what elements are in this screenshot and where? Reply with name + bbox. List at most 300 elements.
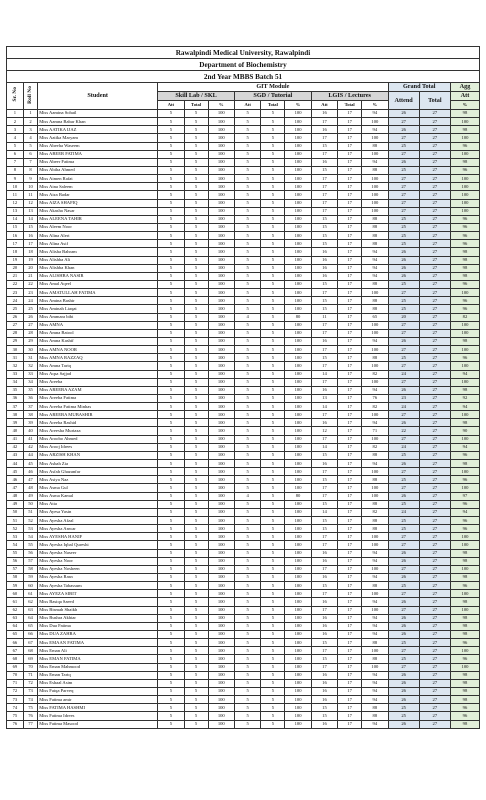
- sgd-att-cell: 5: [234, 166, 260, 174]
- grand-attend-cell: 23: [388, 394, 419, 402]
- agg-att-header: Att: [450, 92, 479, 101]
- lgis-att-cell: 16: [311, 720, 337, 728]
- lgis-pct-cell: 94: [362, 248, 388, 256]
- sgd-total-cell: 5: [261, 655, 285, 663]
- grand-total-cell: 27: [419, 720, 450, 728]
- agg-pct-cell: 96: [450, 500, 479, 508]
- lgis-att-cell: 15: [311, 639, 337, 647]
- grand-total-cell: 27: [419, 541, 450, 549]
- skl-att-cell: 5: [158, 166, 184, 174]
- grand-total-cell: 27: [419, 134, 450, 142]
- sgd-total-cell: 5: [261, 354, 285, 362]
- skl-pct-cell: 100: [208, 354, 234, 362]
- skl-total-cell: 5: [184, 272, 208, 280]
- roll-no-cell: 55: [23, 541, 37, 549]
- agg-pct-cell: 100: [450, 362, 479, 370]
- student-name-cell: Miss ALISHBA NASIR: [38, 272, 158, 280]
- skl-total-cell: 5: [184, 248, 208, 256]
- sgd-total-cell: 5: [261, 337, 285, 345]
- sgd-pct-cell: 100: [285, 215, 311, 223]
- student-name-cell: Miss Dua Fatima: [38, 622, 158, 630]
- lgis-total-cell: 17: [338, 443, 362, 451]
- lgis-total-cell: 17: [338, 679, 362, 687]
- sgd-pct-cell: 100: [285, 297, 311, 305]
- attendance-rows: [7, 110, 480, 729]
- sr-no-cell: 28: [7, 329, 24, 337]
- agg-pct-cell: 100: [450, 378, 479, 386]
- lgis-pct-cell: 94: [362, 460, 388, 468]
- grand-total-cell: 27: [419, 199, 450, 207]
- student-name-cell: Miss Amal Aqeel: [38, 280, 158, 288]
- grand-total-cell: 27: [419, 647, 450, 655]
- lgis-att-cell: 15: [311, 476, 337, 484]
- agg-pct-cell: 98: [450, 622, 479, 630]
- grand-attend-cell: 27: [388, 533, 419, 541]
- sr-no-cell: 63: [7, 614, 24, 622]
- sgd-total-cell: 5: [261, 419, 285, 427]
- grand-attend-cell: 27: [388, 541, 419, 549]
- sgd-pct-cell: 80: [285, 492, 311, 500]
- table-row: [7, 240, 480, 248]
- lgis-pct-cell: 88: [362, 582, 388, 590]
- lgis-att-cell: 17: [311, 183, 337, 191]
- grand-attend-cell: 24: [388, 370, 419, 378]
- lgis-pct-cell: 100: [362, 647, 388, 655]
- student-name-cell: Miss Alishba Ali: [38, 256, 158, 264]
- sgd-total-cell: 5: [261, 248, 285, 256]
- lgis-total-cell: 17: [338, 598, 362, 606]
- skl-att-cell: 5: [158, 476, 184, 484]
- lgis-att-cell: 17: [311, 590, 337, 598]
- student-name-cell: Miss Aminah Liaqat: [38, 305, 158, 313]
- student-name-cell: Miss Bismah Shaikh: [38, 606, 158, 614]
- attendance-table: [6, 46, 480, 729]
- sr-no-cell: 73: [7, 696, 24, 704]
- skl-pct-cell: 100: [208, 468, 234, 476]
- student-name-cell: Miss AREEBA AZAM: [38, 386, 158, 394]
- skl-pct-cell: 100: [208, 582, 234, 590]
- skl-pct-cell: 100: [208, 183, 234, 191]
- sgd-pct-cell: 100: [285, 598, 311, 606]
- lgis-pct-cell: 94: [362, 622, 388, 630]
- grand-total-cell: 27: [419, 663, 450, 671]
- sr-no-cell: 69: [7, 663, 24, 671]
- skl-att-cell: 5: [158, 411, 184, 419]
- student-name-cell: Miss AMNA: [38, 321, 158, 329]
- grand-attend-cell: 26: [388, 557, 419, 565]
- lgis-pct-cell: 100: [362, 289, 388, 297]
- lgis-total-cell: 17: [338, 321, 362, 329]
- sgd-att-cell: 5: [234, 557, 260, 565]
- lgis-att-cell: 17: [311, 118, 337, 126]
- sgd-pct-cell: 100: [285, 549, 311, 557]
- agg-pct-cell: 94: [450, 508, 479, 516]
- lgis-total-cell: 17: [338, 386, 362, 394]
- sr-no-cell: 3: [7, 126, 24, 134]
- sgd-pct-cell: 100: [285, 663, 311, 671]
- grand-attend-cell: 22: [388, 427, 419, 435]
- grand-attend-cell: 25: [388, 500, 419, 508]
- sr-no-cell: 27: [7, 321, 24, 329]
- sgd-pct-cell: 100: [285, 305, 311, 313]
- sgd-pct-cell: 100: [285, 126, 311, 134]
- grand-total-cell: 27: [419, 337, 450, 345]
- lgis-pct-cell: 100: [362, 411, 388, 419]
- skl-pct-cell: 100: [208, 704, 234, 712]
- skl-total-cell: 5: [184, 305, 208, 313]
- table-row: [7, 183, 480, 191]
- grand-total-cell: 27: [419, 712, 450, 720]
- table-row: [7, 264, 480, 272]
- sgd-total-cell: 5: [261, 403, 285, 411]
- lgis-att-cell: 16: [311, 598, 337, 606]
- sgd-total-cell: 5: [261, 590, 285, 598]
- skl-pct-cell: 100: [208, 264, 234, 272]
- skl-total-cell: 5: [184, 199, 208, 207]
- sgd-total-cell: 5: [261, 362, 285, 370]
- student-name-cell: Miss Alina Asif: [38, 240, 158, 248]
- lgis-att-cell: 17: [311, 199, 337, 207]
- sgd-total-cell: 5: [261, 232, 285, 240]
- grand-total-cell: 27: [419, 183, 450, 191]
- skl-pct-cell: 100: [208, 451, 234, 459]
- sgd-att-cell: 5: [234, 435, 260, 443]
- grand-attend-cell: 27: [388, 183, 419, 191]
- roll-no-cell: 45: [23, 460, 37, 468]
- sgd-att-cell: 5: [234, 394, 260, 402]
- batch-title: 2nd Year MBBS Batch 51: [7, 71, 480, 83]
- roll-no-cell: 28: [23, 329, 37, 337]
- agg-pct-cell: 100: [450, 590, 479, 598]
- sgd-total-cell: 5: [261, 525, 285, 533]
- sgd-pct-cell: 100: [285, 175, 311, 183]
- sgd-total-cell: 5: [261, 476, 285, 484]
- sgd-pct-cell: 100: [285, 484, 311, 492]
- skl-pct-cell: 100: [208, 158, 234, 166]
- skl-total-cell: 5: [184, 158, 208, 166]
- lgis-total-cell: 17: [338, 191, 362, 199]
- sr-no-cell: 53: [7, 533, 24, 541]
- roll-no-cell: 11: [23, 191, 37, 199]
- lgis-pct-cell: 100: [362, 175, 388, 183]
- sr-no-cell: 58: [7, 574, 24, 582]
- student-name-cell: Miss Eman Ali: [38, 647, 158, 655]
- roll-no-header: Roll No: [23, 83, 37, 110]
- skl-total-cell: 5: [184, 508, 208, 516]
- agg-pct-cell: 100: [450, 134, 479, 142]
- sgd-att-cell: 5: [234, 378, 260, 386]
- sr-no-cell: 46: [7, 476, 24, 484]
- lgis-att-cell: 16: [311, 126, 337, 134]
- sgd-att-cell: 5: [234, 280, 260, 288]
- student-name-cell: Miss AYEZA SIBIT: [38, 590, 158, 598]
- lgis-att-cell: 16: [311, 671, 337, 679]
- table-row: [7, 598, 480, 606]
- roll-no-cell: 67: [23, 639, 37, 647]
- sgd-att-cell: 5: [234, 370, 260, 378]
- skl-pct-cell: 100: [208, 460, 234, 468]
- roll-no-cell: 16: [23, 232, 37, 240]
- grand-attend-cell: 26: [388, 549, 419, 557]
- lgis-att-cell: 17: [311, 647, 337, 655]
- lgis-pct-cell: 100: [362, 492, 388, 500]
- roll-no-cell: 3: [23, 126, 37, 134]
- roll-no-cell: 47: [23, 476, 37, 484]
- agg-pct-cell: 98: [450, 598, 479, 606]
- grand-total-cell: 27: [419, 321, 450, 329]
- agg-pct-cell: 100: [450, 663, 479, 671]
- lgis-pct-cell: 94: [362, 720, 388, 728]
- table-row: [7, 687, 480, 695]
- grand-attend-cell: 25: [388, 582, 419, 590]
- grand-total-cell: 27: [419, 557, 450, 565]
- sgd-pct-cell: 100: [285, 403, 311, 411]
- roll-no-cell: 76: [23, 712, 37, 720]
- sgd-pct-cell: 100: [285, 533, 311, 541]
- lgis-att-cell: 11: [311, 313, 337, 321]
- agg-pct-cell: 98: [450, 696, 479, 704]
- sgd-att-cell: 5: [234, 500, 260, 508]
- sgd-att-cell: 5: [234, 468, 260, 476]
- sr-no-cell: 10: [7, 183, 24, 191]
- table-row: [7, 126, 480, 134]
- lgis-total-cell: 17: [338, 264, 362, 272]
- grand-attend-cell: 25: [388, 223, 419, 231]
- roll-no-cell: 68: [23, 647, 37, 655]
- grand-total-cell: 27: [419, 232, 450, 240]
- roll-no-cell: 36: [23, 394, 37, 402]
- sgd-att-cell: 5: [234, 289, 260, 297]
- sgd-total-cell: 5: [261, 500, 285, 508]
- skl-total-cell: 5: [184, 386, 208, 394]
- roll-no-cell: 33: [23, 370, 37, 378]
- skl-att-cell: 5: [158, 704, 184, 712]
- skl-total-cell: 5: [184, 264, 208, 272]
- sgd-att-cell: 5: [234, 337, 260, 345]
- table-row: [7, 110, 480, 118]
- skl-pct-cell: 100: [208, 663, 234, 671]
- skl-pct-cell: 100: [208, 679, 234, 687]
- table-row: [7, 150, 480, 158]
- lgis-total-cell: 17: [338, 142, 362, 150]
- grand-attend-cell: 26: [388, 671, 419, 679]
- lgis-total-cell: 17: [338, 565, 362, 573]
- agg-pct-cell: 96: [450, 476, 479, 484]
- skl-total-cell: 5: [184, 663, 208, 671]
- skl-att-cell: 5: [158, 207, 184, 215]
- agg-pct-cell: 100: [450, 435, 479, 443]
- agg-pct-cell: 96: [450, 354, 479, 362]
- sr-no-cell: 47: [7, 484, 24, 492]
- grand-total-cell: 27: [419, 362, 450, 370]
- skl-total-cell: 5: [184, 704, 208, 712]
- lgis-total-cell: 17: [338, 639, 362, 647]
- sgd-pct-cell: 100: [285, 696, 311, 704]
- skl-pct-cell: 100: [208, 639, 234, 647]
- sgd-pct-cell: 100: [285, 354, 311, 362]
- skl-att-cell: 5: [158, 557, 184, 565]
- sgd-pct-cell: 100: [285, 631, 311, 639]
- agg-pct-cell: 100: [450, 329, 479, 337]
- skl-pct-cell: 100: [208, 712, 234, 720]
- roll-no-cell: 20: [23, 264, 37, 272]
- sgd-pct-header: %: [285, 101, 311, 110]
- grand-attend-cell: 20: [388, 313, 419, 321]
- grand-total-cell: 27: [419, 671, 450, 679]
- sr-no-cell: 71: [7, 679, 24, 687]
- table-row: [7, 557, 480, 565]
- skl-pct-cell: 100: [208, 533, 234, 541]
- grand-attend-cell: 25: [388, 142, 419, 150]
- grand-total-cell: 27: [419, 435, 450, 443]
- sgd-total-cell: 5: [261, 199, 285, 207]
- grand-total-cell: 27: [419, 508, 450, 516]
- grand-total-cell: 27: [419, 598, 450, 606]
- skl-att-cell: 5: [158, 468, 184, 476]
- agg-pct-cell: 98: [450, 256, 479, 264]
- skl-att-cell: 5: [158, 313, 184, 321]
- grand-total-cell: 27: [419, 451, 450, 459]
- sgd-total-cell: 5: [261, 313, 285, 321]
- skl-total-cell: 5: [184, 574, 208, 582]
- table-row: [7, 313, 480, 321]
- skl-total-cell: 5: [184, 166, 208, 174]
- student-name-cell: Miss ABEER FATIMA: [38, 150, 158, 158]
- skl-pct-cell: 100: [208, 370, 234, 378]
- skl-pct-cell: 100: [208, 142, 234, 150]
- lgis-att-cell: 16: [311, 337, 337, 345]
- skl-total-cell: 5: [184, 435, 208, 443]
- agg-pct-cell: 96: [450, 655, 479, 663]
- skl-total-cell: 5: [184, 126, 208, 134]
- roll-no-cell: 57: [23, 557, 37, 565]
- sgd-total-cell: 5: [261, 582, 285, 590]
- roll-no-cell: 12: [23, 199, 37, 207]
- grand-total-cell: 27: [419, 378, 450, 386]
- skl-pct-cell: 100: [208, 215, 234, 223]
- lgis-pct-cell: 100: [362, 565, 388, 573]
- lgis-att-cell: 15: [311, 500, 337, 508]
- student-name-cell: Miss Basiqa Saeed: [38, 598, 158, 606]
- lgis-pct-cell: 94: [362, 419, 388, 427]
- lgis-total-cell: 17: [338, 590, 362, 598]
- sgd-pct-cell: 100: [285, 647, 311, 655]
- agg-pct-cell: 96: [450, 297, 479, 305]
- lgis-total-cell: 17: [338, 574, 362, 582]
- lgis-total-cell: 17: [338, 199, 362, 207]
- grand-total-cell: 27: [419, 305, 450, 313]
- grand-total-cell: 27: [419, 679, 450, 687]
- student-name-cell: Miss Eshaal Asim: [38, 679, 158, 687]
- sgd-att-cell: 5: [234, 639, 260, 647]
- lgis-total-cell: 17: [338, 606, 362, 614]
- skl-total-cell: 5: [184, 533, 208, 541]
- lgis-pct-cell: 88: [362, 280, 388, 288]
- roll-no-cell: 61: [23, 590, 37, 598]
- lgis-total-cell: 17: [338, 305, 362, 313]
- sr-no-cell: 49: [7, 500, 24, 508]
- roll-no-cell: 19: [23, 256, 37, 264]
- grand-total-cell: 27: [419, 118, 450, 126]
- lgis-att-cell: 17: [311, 207, 337, 215]
- sgd-total-cell: 5: [261, 240, 285, 248]
- sr-no-cell: 17: [7, 240, 24, 248]
- table-row: [7, 199, 480, 207]
- sgd-pct-cell: 100: [285, 158, 311, 166]
- lgis-pct-cell: 94: [362, 549, 388, 557]
- skl-total-header: Total: [184, 101, 208, 110]
- sgd-total-header: Total: [261, 101, 285, 110]
- skl-pct-cell: 100: [208, 321, 234, 329]
- skl-att-cell: 5: [158, 671, 184, 679]
- student-name-cell: Miss Asbah Zia: [38, 460, 158, 468]
- grand-attend-cell: 27: [388, 321, 419, 329]
- sgd-total-cell: 5: [261, 451, 285, 459]
- skl-att-cell: 5: [158, 712, 184, 720]
- grand-attend-cell: 27: [388, 289, 419, 297]
- sgd-att-cell: 5: [234, 264, 260, 272]
- grand-attend-cell: 25: [388, 215, 419, 223]
- lgis-pct-cell: 94: [362, 671, 388, 679]
- skl-pct-cell: 100: [208, 671, 234, 679]
- grand-total-cell: 27: [419, 639, 450, 647]
- sgd-att-cell: 5: [234, 362, 260, 370]
- table-row: [7, 394, 480, 402]
- lgis-total-cell: 17: [338, 150, 362, 158]
- student-name-cell: Miss Areeba Rashid: [38, 419, 158, 427]
- skl-pct-cell: 100: [208, 508, 234, 516]
- roll-no-cell: 34: [23, 378, 37, 386]
- lgis-total-cell: 17: [338, 460, 362, 468]
- sgd-pct-cell: 100: [285, 671, 311, 679]
- grand-attend-cell: 26: [388, 386, 419, 394]
- sgd-total-cell: 5: [261, 647, 285, 655]
- roll-no-cell: 27: [23, 321, 37, 329]
- agg-pct-cell: 98: [450, 460, 479, 468]
- lgis-att-cell: 15: [311, 166, 337, 174]
- student-name-cell: Miss AMNA NOOR: [38, 346, 158, 354]
- skl-pct-cell: 100: [208, 492, 234, 500]
- lgis-pct-cell: 65: [362, 313, 388, 321]
- lgis-pct-cell: 94: [362, 110, 388, 118]
- skl-att-cell: 5: [158, 687, 184, 695]
- sgd-pct-cell: 100: [285, 256, 311, 264]
- sr-no-cell: 59: [7, 582, 24, 590]
- student-name-cell: Miss Faiqa Parveq: [38, 687, 158, 695]
- sgd-pct-cell: 100: [285, 232, 311, 240]
- skl-att-cell: 5: [158, 362, 184, 370]
- grand-attend-cell: 26: [388, 126, 419, 134]
- lgis-att-cell: 16: [311, 460, 337, 468]
- sgd-total-cell: 5: [261, 549, 285, 557]
- roll-no-cell: 25: [23, 305, 37, 313]
- skl-att-cell: 5: [158, 484, 184, 492]
- table-row: [7, 720, 480, 728]
- sgd-pct-cell: 100: [285, 118, 311, 126]
- agg-pct-cell: 97: [450, 492, 479, 500]
- sr-no-cell: 76: [7, 720, 24, 728]
- lgis-pct-cell: 100: [362, 329, 388, 337]
- grand-total-cell: 27: [419, 525, 450, 533]
- sgd-total-cell: 5: [261, 126, 285, 134]
- lgis-pct-cell: 94: [362, 557, 388, 565]
- sgd-total-cell: 5: [261, 183, 285, 191]
- student-name-cell: Miss Ayesha Nosheen: [38, 565, 158, 573]
- lgis-pct-cell: 82: [362, 443, 388, 451]
- skl-pct-cell: 100: [208, 223, 234, 231]
- sgd-att-cell: 5: [234, 590, 260, 598]
- agg-pct-cell: 92: [450, 394, 479, 402]
